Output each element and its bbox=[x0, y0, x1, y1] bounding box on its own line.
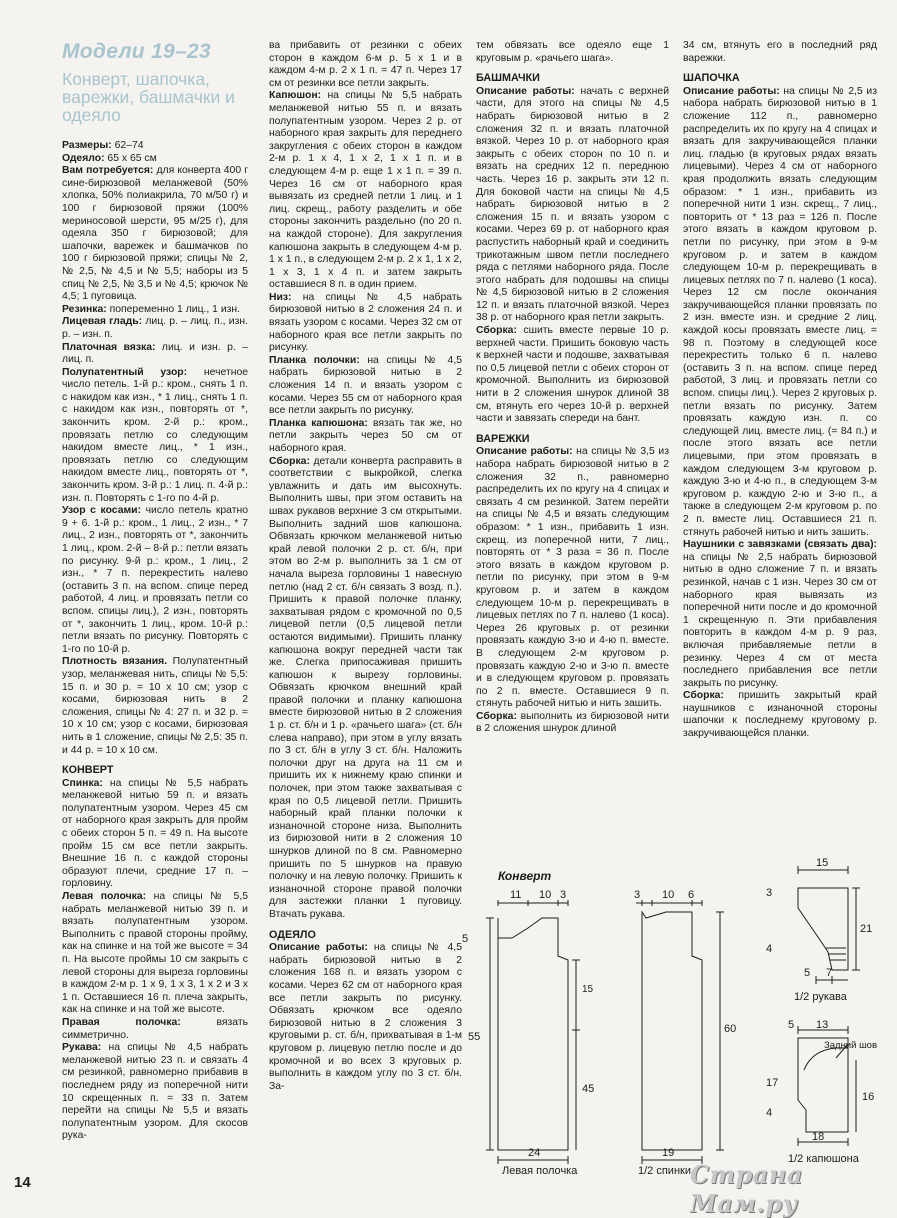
booties-assembly-label: Сборка: bbox=[476, 325, 517, 337]
lf-dim-24: 24 bbox=[528, 1147, 541, 1159]
booties-method-label: Описание работы: bbox=[476, 85, 575, 97]
sleeve-dim-15: 15 bbox=[816, 857, 829, 869]
booties-method-text: начать с верхней части, для этого на спицы № 4,5 набрать бирюзовой нитью в 2 сложения 32 п. и вязать платочной вязкой. Через 10 р. от наборного края закрыть с обеих сторон по 10 п. и вязать на средних 12 п. переднюю часть. Через 16 р. закрыть эти 12 п. Для боковой части на спицы № 4,5 набрать бирюзовой нитью в 2 сложения 15 п. и вязать узором с косами. Через 69 р. от наборного края распустить наборный край и соединить трикотажным швом петли последнего ряда с петлями наборного ряда. После этого набрать для подошвы на спицы № 4,5 бирюзовой нитью в 2 сложения 12 п. и вязать платочной вязкой. Через 38 р. от наборного края петли закрыть. bbox=[476, 85, 669, 324]
hood-seam-label: Задний шов bbox=[824, 1040, 878, 1051]
lf-dim-45: 45 bbox=[582, 1083, 595, 1095]
right-front-label: Правая полочка: bbox=[62, 1016, 181, 1028]
models-title: Модели 19–23 bbox=[62, 40, 211, 63]
mittens-method-text: на спицы № 3,5 из набора набрать бирюзовой нитью в 2 сложения 32 п., равномерно распределить их по кругу на 4 спицах и связать 4 см резинкой. Затем перейти на спицы № 4,5 и вязать следующим образом: * 1 изн., прибавить 1 изн. скрещ. из поперечной нити, 7 лиц., повторять от * 3 раза = 36 п. После этого вязать в каждом круговом р. петли по рисунку, при этом в 9-м круговом р. и затем в каждом следующем 10-м р. перекрещивать в лицевых петлях по 7 п. налево (1 коса). Через 26 круговых р. от резинки провязать каждую 3-ю и 4-ю п. вместе. В следующем 2-м круговом р. провязать каждую 2-ю и 3-ю п. вместе и в следующем круговом р. провязать по 2 п. вместе. Оставшиеся 9 п. стянуть рабочей нитью и нить зашить. bbox=[476, 446, 669, 710]
booties-heading: БАШМАЧКИ bbox=[476, 72, 540, 85]
hood-dim-4: 4 bbox=[766, 1107, 773, 1119]
blanket-heading: ОДЕЯЛО bbox=[269, 928, 316, 941]
sizes-label: Размеры: bbox=[62, 140, 112, 151]
column-3 bbox=[476, 40, 669, 736]
half-brioche-label: Полупатентный узор: bbox=[62, 366, 188, 378]
sleeves-label: Рукава: bbox=[62, 1042, 102, 1054]
bottom-label: Низ: bbox=[269, 291, 292, 303]
back-dim-6: 6 bbox=[688, 889, 695, 901]
blanket-method-label: Описание работы: bbox=[269, 942, 368, 954]
konvert-heading: КОНВЕРТ bbox=[62, 764, 114, 777]
left-front-pattern bbox=[486, 900, 580, 1164]
lf-dim-10: 10 bbox=[539, 889, 552, 901]
lf-dim-11: 11 bbox=[510, 889, 522, 901]
hood-dim-18: 18 bbox=[812, 1131, 825, 1143]
front-band-label: Планка полочки: bbox=[269, 354, 360, 366]
column-2 bbox=[269, 40, 462, 1093]
lf-caption: Левая полочка bbox=[502, 1165, 578, 1177]
gauge-label: Плотность вязания. bbox=[62, 656, 168, 668]
sleeves-text: на спицы № 4,5 набрать меланжевой нитью 23 п. и связать 4 см резинкой, равномерно прибавив в последнем ряду из поперечной нити 10 скрещенных п. = 33 п. Затем перейти на спицы № 5,5 и вязать полупатентным узором. Для скосов рука- bbox=[62, 1042, 248, 1142]
sleeve-caption: 1/2 рукава bbox=[794, 991, 847, 1003]
front-band-text: на спицы № 4,5 набрать бирюзовой нитью в 2 сложения 14 п. и вязать узором с косами. Через 55 см от наборного края все петли закрыть по рисунку. bbox=[269, 354, 462, 417]
schematic-title: Конверт bbox=[498, 869, 552, 883]
garter-text: лиц. и изн. р. – лиц. п. bbox=[62, 341, 248, 366]
hood-band-label: Планка капюшона: bbox=[269, 417, 368, 429]
back-caption: 1/2 спинки bbox=[638, 1165, 691, 1177]
lf-dim-5: 5 bbox=[462, 933, 469, 945]
hat-method-label: Описание работы: bbox=[683, 85, 780, 97]
left-front-label: Левая полочка: bbox=[62, 891, 147, 903]
column-4 bbox=[683, 40, 877, 741]
blanket-method-text: на спицы № 4,5 набрать бирюзовой нитью в 2 сложения 168 п. и вязать узором с косами. Через 62 см от наборного края все петли закрыть по рисунку. Обвязать крючком все одеяло бирюзовой нитью в 2 сложения 3 круговыми р. ст. б/н, прихватывая в 1-м круговом р. лицевую петлю после и до кромочной и во всех 3 круговых р. выполнить в каждом углу по 3 ст. б/н. За- bbox=[269, 942, 462, 1092]
mittens-assembly-label: Сборка: bbox=[476, 710, 517, 722]
konvert-schematic bbox=[462, 857, 886, 1180]
sleeves-continued: ва прибавить от резинки с обеих сторон в каждом 6-м р. 5 х 1 и в каждом 4-м р. 2 х 1 п. = 47 п. Через 17 см от резинки все петли закрыть. bbox=[269, 40, 462, 89]
cable-text: число петель кратно 9 + 6. 1-й р.: кром., 1 лиц., 2 изн., * 7 лиц., 2 изн., повторять от *, закончить 1 лиц., кром. 2-й – 8-й р.: петли вязать по рисунку. 9-й р.: кром., 1 лиц., 2 изн., * 7 п. перекрестить налево (оставить 3 п. на вспом. спице перед работой, 4 лиц. и провязать петли со вспом. спицы лиц.), 2 изн., повторять от *, закончить 1 лиц., кром. 10-й р.: петли вязать по рисунку. Повторять с 1-го по 10-й р. bbox=[62, 505, 248, 655]
hood-text: на спицы № 5,5 набрать меланжевой нитью 55 п. и вязать полупатентным узором. Через 2 р. от наборного края закрыть для переднего закругления с обеих сторон в каждом 2-м р. 1 х 4, 1 х 2, 1 х 1 п. и в следующем 4-м р. еще 1 х 1 п. = 39 п. Через 16 см от наборного края вывязать из средней петли 1 лиц. и 1 лиц. скрещ., работу разделить и обе стороны закончить раздельно (по 20 п. на каждой стороне). Для закругления капюшона закрыть в следующем 4-м р. 1 х 1 п., в следующем 2-м р. 2 х 1, 1 х 2, 1 х 3, 1 х 4 п. и затем закрыть оставшиеся 8 п. в один прием. bbox=[269, 90, 463, 291]
hood-dim-5: 5 bbox=[788, 1019, 795, 1031]
mittens-continued: 34 см, втянуть его в последний ряд варежки. bbox=[683, 40, 877, 64]
stockinette-text: лиц. р. – лиц. п., изн. р. – изн. п. bbox=[62, 316, 248, 340]
back-dim-3: 3 bbox=[634, 889, 641, 901]
rib-text: попеременно 1 лиц., 1 изн. bbox=[109, 303, 241, 315]
left-front-text: на спицы № 5,5 набрать меланжевой нитью 39 п. и вязать полупатентным узором. Выполнить с правой стороны пройму, как на спинке и на той же высоте = 34 п. На высоте проймы 10 см закрыть с левой стороны для выреза горловины в каждом 2-м р. 1 х 9, 1 х 3, 1 х 2 и 3 х 1 п. Оставшиеся 16 п. плеча закрыть, как на спинке и на той же высоте. bbox=[62, 891, 248, 1016]
garter-label: Платочная вязка: bbox=[62, 341, 156, 353]
mittens-method-label: Описание работы: bbox=[476, 446, 573, 458]
cable-label: Узор с косами: bbox=[62, 505, 142, 517]
half-back-pattern bbox=[636, 900, 724, 1164]
lf-dim-15: 15 bbox=[582, 984, 594, 995]
booties-assembly-text: сшить вместе первые 10 р. верхней части. Пришить боковую часть к верхней части и подошве, захватывая по 0,5 лицевой петли с обеих сторон от кромочной. Выполнить из бирюзовой нити в 2 сложения шнурок длиной 38 см, втянуть его через 10-й р. верхней части и завязать спереди на бант. bbox=[476, 325, 670, 425]
lf-dim-55: 55 bbox=[468, 1031, 481, 1043]
hood-dim-17: 17 bbox=[766, 1077, 779, 1089]
right-front-text: вязать симметрично. bbox=[62, 1016, 248, 1041]
blanket-size-text: 65 х 65 см bbox=[107, 152, 157, 164]
sleeve-dim-5: 5 bbox=[804, 967, 811, 979]
hood-label: Капюшон: bbox=[269, 90, 322, 102]
back-text: на спицы № 5,5 набрать меланжевой нитью 59 п. и вязать полупатентным узором. Через 45 см от наборного края закрыть для пройм с обеих сторон 5 п. = 49 п. На высоте пройм 15 см все петли закрыть. Внешние 16 п. с каждой стороны образуют плечи, средние 17 п. – горловину. bbox=[62, 777, 249, 890]
sleeve-dim-21: 21 bbox=[860, 923, 873, 935]
lf-dim-3: 3 bbox=[560, 889, 567, 901]
sleeve-dim-7: 7 bbox=[826, 967, 833, 979]
mittens-heading: ВАРЕЖКИ bbox=[476, 432, 530, 445]
bottom-text: на спицы № 4,5 набрать бирюзовой нитью в 2 сложения 24 п. и вязать узором с косами. Через 32 см от наборного края все петли закрыть по рисунку. bbox=[269, 291, 463, 354]
column-1 bbox=[62, 140, 248, 1143]
back-dim-10: 10 bbox=[662, 889, 675, 901]
materials-label: Вам потребуется: bbox=[62, 165, 154, 177]
back-dim-19: 19 bbox=[662, 1147, 675, 1159]
hat-heading: ШАПОЧКА bbox=[683, 72, 740, 85]
models-subtitle: Конверт, шапочка, варежки, башмачки и одеяло bbox=[62, 69, 235, 125]
assembly-label: Сборка: bbox=[269, 455, 310, 467]
sleeve-dim-3: 3 bbox=[766, 887, 773, 899]
half-brioche-text: нечетное число петель. 1-й р.: кром., снять 1 п. с накидом как изн., * 1 лиц., снять 1 п. с накидом как изн., повторять от *, закончить кром. 2-й р.: кром., провязать петлю со следующим накидом вместе лиц., * 1 изн., провязать петлю со следующим накидом вместе лиц., повторять от *, закончить кром. 3-й р.: 1 лиц. п. 4-й р.: изн. п. Повторять с 1-го по 4-й р. bbox=[62, 366, 248, 504]
hood-band-text: вязать так же, но петли закрыть через 50 см от наборного края. bbox=[269, 417, 462, 454]
hat-method-text: на спицы № 2,5 из набора набрать бирюзовой нитью в 1 сложение 112 п., равномерно распределить их по кругу на 4 спицах и вязать для закручивающейся планки лиц. гладью (в круговых рядах вязать лицевыми). Через 4 см от наборного края продолжить вязать следующим образом: * 1 изн., прибавить из поперечной нити 1 изн. скрещ., 7 лиц., повторить от * 13 раз = 126 п. После этого вязать в каждом круговом р. петли по рисунку, при этом в 9-м круговом р. и затем в каждом следующем 10-м р. перекрещивать в лицевых петлях по 7 п. налево (1 коса). Через 12 см после окончания закручивающейся планки провязать по 2 изн. вместе изн. и средние 2 лиц. каждой косы провязать вместе лиц. = 98 п. Поэтому в следующей косе перекрестить только 6 п. налево (оставить 3 п. на вспом. спице перед работой, 3 лиц. и провязать петли со вспом. спицы лиц.). Через 2 круговых р. петли вязать по рисунку. Затем провязать каждую изн. п. со следующей лиц. вместе лиц. (= 84 п.) и после этого вязать все петли лицевыми, при этом провязать в каждом следующем 3-м круговом р. каждую 3-ю и 4-ю п., в следующем 3-м круговом р. каждую 2-ю и 3-ю п., а также в следующем 2-м круговом р. по 2 п. вместе лиц. Оставшиеся 21 п. стянуть рабочей нитью и нить зашить. bbox=[683, 85, 877, 538]
stockinette-label: Лицевая гладь: bbox=[62, 316, 143, 328]
assembly-text: детали конверта расправить в соответствии с выкройкой, слегка увлажнить и дать им высохнуть. Выполнить швы, при этом оставить на швах рукавов верхние 3 см открытыми. Выполнить задний шов капюшона. Обвязать крючком меланжевой нитью край левой полочки 2 р. ст. б/н, при этом во 2-м р. выполнить за 1 см от начала выреза горловины 1 навесную петлю (над 2 ст. б/н связать 3 возд. п.). Пришить к правой полочке планку, захватывая рядом с кромочной по 0,5 лицевой петли (0,5 лицевой петли остаются видимыми). Пришить планку капюшона вокруг передней части так же. Слегка припосаживая пришить капюшон к вырезу горловины. Обвязать крючком внешний край правой полочки и планку капюшона вместе бирюзовой нитью в 2 сложения 1 р. ст. б/н и 1 р. «рачьего шага» (ст. б/н слева направо), при этом в углу вязать по 3 ст. б/н в углу 3 ст. б/н. Наложить полочки друг на друга на 11 см и пришить их к нижнему краю спинки и полочек, при этом также захватывая с края по 0,5 лицевой петли. Пришить наборный край планки полочки к изнаночной стороне низа. Выполнить из бирюзовой нити в 2 сложения 10 шнурков длиной по 8 см. Равномерно пришить по 5 шнурков на правую полочку и на левую полочку. Пришить к изнаночной стороне правой полочки для застежки планки 1 пуговицу. Втачать рукава. bbox=[269, 455, 463, 920]
earflaps-text: на спицы № 2,5 набрать бирюзовой нитью в одно сложение 7 п. и вязать резинкой, начав с 1 изн. Через 30 см от наборного края вывязать из поперечной нити после и до кромочной 1 скрещенную п. Эти прибавления повторить в каждом 4-м р. 9 раз, включая прибавляемые петли в резинку. Через 4 см от места последнего прибавления все петли закрыть по рисунку. bbox=[683, 551, 877, 689]
hood-caption: 1/2 капюшона bbox=[788, 1153, 859, 1165]
back-label: Спинка: bbox=[62, 777, 103, 789]
gauge-text: Полупатентный узор, меланжевая нить, спицы № 5,5: 15 п. и 30 р. = 10 х 10 см; узор с косами, бирюзовая нить в 2 сложения, спицы № 4: 27 п. и 32 р. = 10 х 10 см; узор с косами, бирюзовая нить в 1 сложение, спицы № 2,5: 35 п. и 44 р. = 10 х 10 см. bbox=[62, 656, 248, 756]
mittens-assembly-text: выполнить из бирюзовой нити в 2 сложения шнурок длиной bbox=[476, 710, 669, 735]
rib-label: Резинка: bbox=[62, 303, 107, 315]
hat-assembly-label: Сборка: bbox=[683, 690, 724, 702]
hood-dim-16: 16 bbox=[862, 1091, 875, 1103]
sleeve-dim-4: 4 bbox=[766, 943, 773, 955]
blanket-size-label: Одеяло: bbox=[62, 152, 105, 164]
earflaps-label: Наушники с завязками (связать два): bbox=[683, 539, 877, 551]
hood-dim-13: 13 bbox=[816, 1019, 829, 1031]
blanket-continued: тем обвязать все одеяло еще 1 круговым р. «рачьего шага». bbox=[476, 40, 669, 64]
site-watermark: Страна Мам.ру bbox=[690, 1160, 803, 1218]
hat-assembly-text: пришить закрытый край наушников с изнаночной стороны шапочки к последнему круговому р. закручивающейся планки. bbox=[683, 690, 878, 740]
sizes-text: 62–74 bbox=[114, 140, 144, 151]
page-number: 14 bbox=[14, 1174, 31, 1191]
back-dim-60: 60 bbox=[724, 1023, 737, 1035]
materials-text: для конверта 400 г сине-бирюзовой меланжевой (50% хлопка, 50% полиакрила, 70 м/50 г) и 100 г бирюзовой пряжи (100% мериносовой шерсти, 95 м/25 г), для одеяла 350 г бирюзовой; для шапочки, варежек и башмачков по 100 г бирюзовой пряжи; спицы № 2, № 2,5, № 4,5 и № 5,5; наборы из 5 спиц № 2,5, № 3,5 и № 4,5; крючок № 4,5; 1 пуговица. bbox=[62, 165, 248, 303]
